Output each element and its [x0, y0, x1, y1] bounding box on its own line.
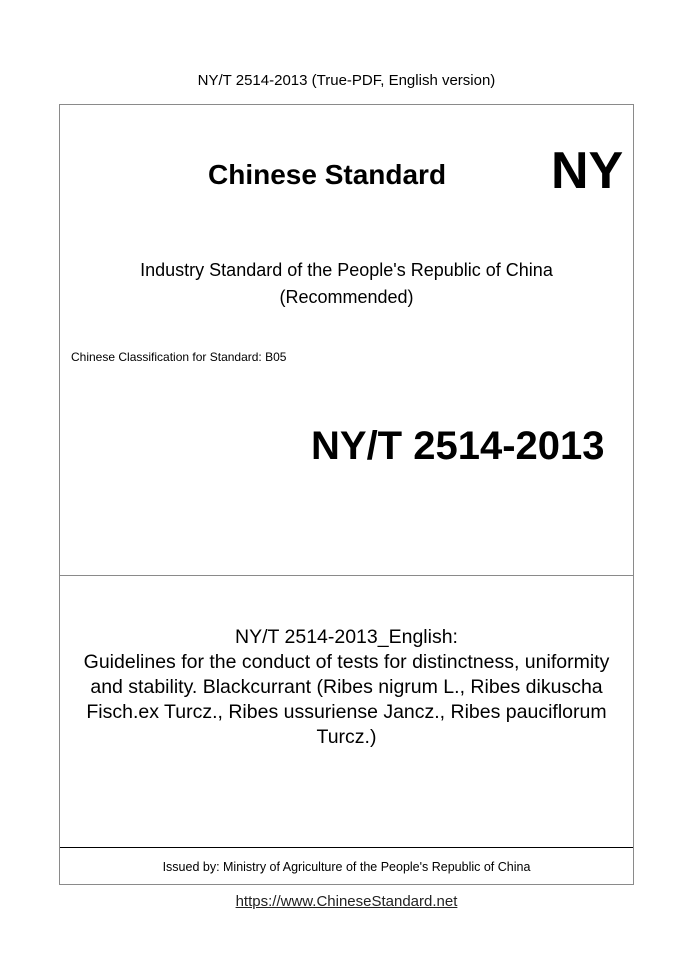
industry-line-2: (Recommended) [279, 287, 414, 307]
description-line-4: Fisch.ex Turcz., Ribes ussuriense Jancz., Ribes pauciflorum [86, 701, 607, 723]
description-line-2: Guidelines for the conduct of tests for distinctness, uniformity [83, 651, 610, 673]
classification-text: Chinese Classification for Standard: B05 [71, 350, 287, 364]
description-line-3: and stability. Blackcurrant (Ribes nigrum L., Ribes dikuscha [90, 676, 603, 698]
industry-line-1: Industry Standard of the People's Republic of China [140, 260, 553, 280]
description-section [60, 625, 633, 750]
description-line-1: NY/T 2514-2013_English: [235, 626, 458, 648]
cover-top-section [60, 105, 633, 576]
issuer-bar: Issued by: Ministry of Agriculture of the People's Republic of China [60, 847, 633, 886]
standard-number: NY/T 2514-2013 [311, 424, 605, 468]
cover-frame [59, 104, 634, 885]
standard-code-badge: NY [551, 142, 624, 200]
description-line-5: Turcz.) [316, 726, 377, 748]
chinese-standard-heading: Chinese Standard [208, 159, 447, 190]
industry-standard-title [60, 257, 633, 311]
document-header-title: NY/T 2514-2013 (True-PDF, English version) [197, 72, 496, 89]
website-link[interactable]: https://www.ChineseStandard.net [235, 893, 458, 910]
